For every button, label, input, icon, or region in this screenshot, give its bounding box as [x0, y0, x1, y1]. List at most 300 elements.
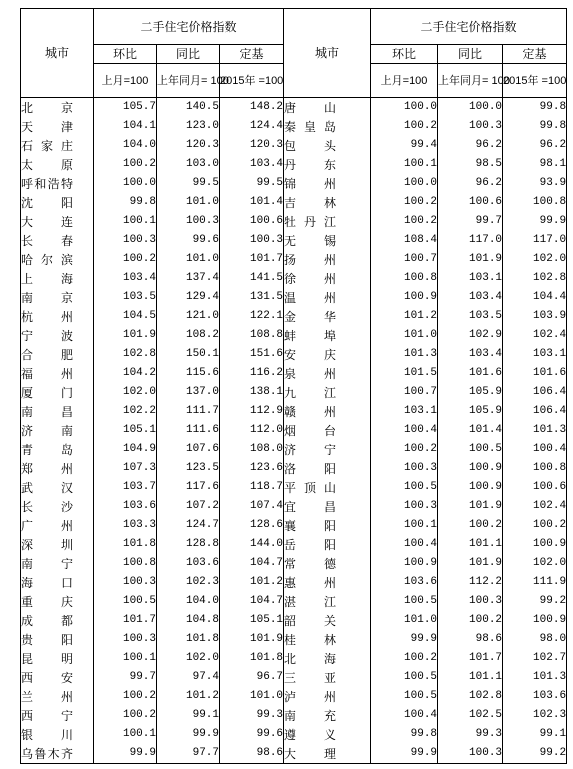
yoy-index: 128.8 — [157, 535, 220, 554]
mom-index: 100.0 — [371, 174, 438, 193]
yoy-index: 150.1 — [157, 345, 220, 364]
mom-index: 101.9 — [94, 326, 157, 345]
yoy-index: 102.3 — [157, 573, 220, 592]
city-name: 南昌 — [21, 405, 73, 419]
yoy-index: 108.2 — [157, 326, 220, 345]
yoy-index: 100.2 — [438, 516, 503, 535]
yoy-index: 99.3 — [438, 725, 503, 744]
fixed-base-index: 102.0 — [503, 250, 567, 269]
yoy-index: 105.9 — [438, 383, 503, 402]
city-name: 南京 — [21, 291, 73, 305]
mom-index: 100.3 — [371, 497, 438, 516]
yoy-index: 101.1 — [438, 535, 503, 554]
mom-index: 100.3 — [94, 573, 157, 592]
city-cell — [284, 345, 371, 364]
table-body — [21, 98, 567, 764]
fixed-base-index: 105.1 — [220, 611, 284, 630]
fixed-base-index: 101.2 — [220, 573, 284, 592]
mom-index: 100.2 — [371, 193, 438, 212]
city-cell — [21, 516, 94, 535]
table-row — [21, 706, 567, 725]
mom-column-header-right: 环比 — [371, 45, 438, 64]
fixed-base-index: 100.2 — [503, 516, 567, 535]
fixed-base-index: 101.7 — [220, 250, 284, 269]
mom-index: 101.2 — [371, 307, 438, 326]
city-name: 昆明 — [21, 652, 73, 666]
city-cell — [284, 668, 371, 687]
city-cell — [284, 611, 371, 630]
yoy-index: 107.2 — [157, 497, 220, 516]
mom-index: 100.5 — [371, 668, 438, 687]
fixed-base-index: 99.3 — [220, 706, 284, 725]
table-row — [21, 250, 567, 269]
yoy-index: 103.4 — [438, 288, 503, 307]
city-cell — [284, 269, 371, 288]
fixed-base-index: 98.1 — [503, 155, 567, 174]
yoy-index: 101.4 — [438, 421, 503, 440]
yoy-index: 99.7 — [438, 212, 503, 231]
city-cell — [21, 725, 94, 744]
mom-index: 100.3 — [94, 630, 157, 649]
yoy-index: 100.9 — [438, 478, 503, 497]
city-cell — [284, 592, 371, 611]
fixed-base-index: 101.3 — [503, 668, 567, 687]
city-cell — [21, 554, 94, 573]
fixed-base-index: 99.8 — [503, 98, 567, 118]
fixed-base-index: 108.0 — [220, 440, 284, 459]
mom-index: 99.8 — [371, 725, 438, 744]
city-cell — [284, 174, 371, 193]
yoy-index: 98.6 — [438, 630, 503, 649]
mom-index: 100.2 — [94, 687, 157, 706]
yoy-index: 96.2 — [438, 136, 503, 155]
mom-index: 102.8 — [94, 345, 157, 364]
table-row — [21, 535, 567, 554]
fixed-base-index: 100.6 — [220, 212, 284, 231]
city-name: 兰州 — [21, 690, 73, 704]
mom-index: 100.7 — [371, 250, 438, 269]
city-name: 武汉 — [21, 481, 73, 495]
mom-index: 100.2 — [371, 649, 438, 668]
mom-base-label-left: 上月=100 — [94, 64, 157, 98]
price-index-table — [20, 8, 567, 764]
mom-index: 100.1 — [94, 725, 157, 744]
fixed-base-index: 101.0 — [220, 687, 284, 706]
fixed-base-index: 107.4 — [220, 497, 284, 516]
fixed-base-index: 104.4 — [503, 288, 567, 307]
city-name: 长春 — [21, 234, 73, 248]
city-name: 南宁 — [21, 557, 73, 571]
fixed-base-index: 99.6 — [220, 725, 284, 744]
yoy-index: 101.7 — [438, 649, 503, 668]
yoy-index: 120.3 — [157, 136, 220, 155]
mom-index: 99.7 — [94, 668, 157, 687]
yoy-index: 100.9 — [438, 459, 503, 478]
yoy-index: 101.0 — [157, 250, 220, 269]
table-row — [21, 288, 567, 307]
city-cell — [284, 98, 371, 118]
fixed-base-column-header-right: 定基 — [503, 45, 567, 64]
fixed-base-index: 101.4 — [220, 193, 284, 212]
yoy-column-header-right: 同比 — [438, 45, 503, 64]
city-cell — [21, 326, 94, 345]
mom-index: 101.5 — [371, 364, 438, 383]
city-cell — [284, 250, 371, 269]
table-row — [21, 307, 567, 326]
city-cell — [21, 117, 94, 136]
city-name: 宜昌 — [284, 500, 337, 514]
fixed-base-index: 100.6 — [503, 478, 567, 497]
yoy-index: 104.8 — [157, 611, 220, 630]
fixed-base-index: 102.8 — [503, 269, 567, 288]
table-row — [21, 554, 567, 573]
mom-index: 100.4 — [371, 421, 438, 440]
table-row — [21, 117, 567, 136]
table-row — [21, 136, 567, 155]
mom-base-label-right: 上月=100 — [371, 64, 438, 98]
mom-index: 99.4 — [371, 136, 438, 155]
city-name: 韶关 — [284, 614, 337, 628]
yoy-index: 100.5 — [438, 440, 503, 459]
city-cell — [21, 193, 94, 212]
table-row — [21, 630, 567, 649]
city-name: 遵义 — [284, 728, 337, 742]
fixed-base-label-right: 2015年 =100 — [503, 64, 567, 98]
city-name: 常德 — [284, 557, 337, 571]
city-name: 唐山 — [284, 101, 337, 115]
city-name: 湛江 — [284, 595, 337, 609]
city-cell — [21, 288, 94, 307]
mom-index: 100.3 — [94, 231, 157, 250]
city-cell — [21, 478, 94, 497]
city-cell — [284, 212, 371, 231]
fixed-base-index: 103.6 — [503, 687, 567, 706]
mom-index: 99.9 — [94, 744, 157, 764]
mom-index: 100.5 — [371, 478, 438, 497]
city-name: 天津 — [21, 120, 73, 134]
yoy-index: 100.3 — [157, 212, 220, 231]
fixed-base-index: 99.9 — [503, 212, 567, 231]
table-row — [21, 345, 567, 364]
fixed-base-index: 108.8 — [220, 326, 284, 345]
mom-index: 100.9 — [371, 554, 438, 573]
city-cell — [21, 611, 94, 630]
table-row — [21, 744, 567, 764]
yoy-base-label-right: 上年同月= 100 — [438, 64, 503, 98]
fixed-base-index: 112.9 — [220, 402, 284, 421]
yoy-index: 99.5 — [157, 174, 220, 193]
fixed-base-index: 100.9 — [503, 535, 567, 554]
mom-index: 100.7 — [371, 383, 438, 402]
mom-index: 100.2 — [94, 706, 157, 725]
city-name: 长沙 — [21, 500, 73, 514]
table-row — [21, 98, 567, 118]
city-cell — [284, 497, 371, 516]
city-cell — [284, 630, 371, 649]
city-cell — [21, 212, 94, 231]
city-name: 南充 — [284, 709, 337, 723]
mom-index: 102.2 — [94, 402, 157, 421]
city-name: 大连 — [21, 215, 73, 229]
yoy-index: 111.7 — [157, 402, 220, 421]
yoy-index: 101.9 — [438, 554, 503, 573]
city-name: 石家庄 — [21, 139, 73, 153]
city-name: 泸州 — [284, 690, 337, 704]
city-name: 上海 — [21, 272, 73, 286]
city-name: 重庆 — [21, 595, 73, 609]
mom-index: 105.1 — [94, 421, 157, 440]
table-row — [21, 649, 567, 668]
city-name: 厦门 — [21, 386, 73, 400]
city-name: 广州 — [21, 519, 73, 533]
city-cell — [21, 136, 94, 155]
fixed-base-index: 116.2 — [220, 364, 284, 383]
city-cell — [21, 155, 94, 174]
yoy-index: 100.0 — [438, 98, 503, 118]
city-cell — [21, 440, 94, 459]
mom-index: 101.0 — [371, 326, 438, 345]
table-row — [21, 212, 567, 231]
mom-index: 99.8 — [94, 193, 157, 212]
yoy-index: 107.6 — [157, 440, 220, 459]
fixed-base-index: 120.3 — [220, 136, 284, 155]
fixed-base-index: 100.4 — [503, 440, 567, 459]
yoy-index: 102.9 — [438, 326, 503, 345]
city-cell — [284, 136, 371, 155]
city-name: 海口 — [21, 576, 73, 590]
mom-index: 100.2 — [94, 155, 157, 174]
fixed-base-index: 101.6 — [503, 364, 567, 383]
mom-index: 100.0 — [371, 98, 438, 118]
city-name: 银川 — [21, 728, 73, 742]
fixed-base-index: 103.4 — [220, 155, 284, 174]
fixed-base-index: 131.5 — [220, 288, 284, 307]
city-cell — [284, 725, 371, 744]
city-cell — [21, 383, 94, 402]
city-cell — [284, 554, 371, 573]
mom-index: 103.3 — [94, 516, 157, 535]
city-name: 无锡 — [284, 234, 337, 248]
city-cell — [21, 98, 94, 118]
yoy-index: 97.7 — [157, 744, 220, 764]
mom-index: 100.5 — [371, 687, 438, 706]
city-cell — [21, 174, 94, 193]
fixed-base-index: 106.4 — [503, 402, 567, 421]
fixed-base-index: 98.0 — [503, 630, 567, 649]
city-name: 沈阳 — [21, 196, 73, 210]
yoy-index: 101.2 — [157, 687, 220, 706]
yoy-index: 100.3 — [438, 117, 503, 136]
city-cell — [284, 573, 371, 592]
mom-index: 100.9 — [371, 288, 438, 307]
fixed-base-column-header-left: 定基 — [220, 45, 284, 64]
table-row — [21, 687, 567, 706]
mom-index: 101.3 — [371, 345, 438, 364]
yoy-index: 129.4 — [157, 288, 220, 307]
fixed-base-index: 102.7 — [503, 649, 567, 668]
city-name: 襄阳 — [284, 519, 337, 533]
city-name: 宁波 — [21, 329, 73, 343]
mom-index: 103.1 — [371, 402, 438, 421]
city-cell — [21, 364, 94, 383]
yoy-index: 121.0 — [157, 307, 220, 326]
city-name: 平顶山 — [284, 481, 337, 495]
mom-index: 100.0 — [94, 174, 157, 193]
fixed-base-index: 98.6 — [220, 744, 284, 764]
city-name: 西安 — [21, 671, 73, 685]
city-name: 岳阳 — [284, 538, 337, 552]
yoy-index: 140.5 — [157, 98, 220, 118]
mom-index: 104.1 — [94, 117, 157, 136]
city-name: 泉州 — [284, 367, 337, 381]
yoy-index: 100.3 — [438, 744, 503, 764]
fixed-base-index: 144.0 — [220, 535, 284, 554]
yoy-index: 100.6 — [438, 193, 503, 212]
city-name: 秦皇岛 — [284, 120, 337, 134]
fixed-base-index: 100.8 — [503, 459, 567, 478]
table-row — [21, 478, 567, 497]
city-cell — [21, 535, 94, 554]
yoy-index: 101.8 — [157, 630, 220, 649]
fixed-base-index: 101.8 — [220, 649, 284, 668]
fixed-base-index: 102.3 — [503, 706, 567, 725]
yoy-index: 117.0 — [438, 231, 503, 250]
mom-index: 101.8 — [94, 535, 157, 554]
city-name: 桂林 — [284, 633, 337, 647]
yoy-index: 102.8 — [438, 687, 503, 706]
index-group-header-right: 二手住宅价格指数 — [371, 9, 567, 45]
mom-index: 100.1 — [371, 516, 438, 535]
fixed-base-index: 99.2 — [503, 592, 567, 611]
city-cell — [284, 288, 371, 307]
yoy-index: 99.9 — [157, 725, 220, 744]
table-row — [21, 155, 567, 174]
mom-index: 104.2 — [94, 364, 157, 383]
mom-index: 100.3 — [371, 459, 438, 478]
yoy-index: 117.6 — [157, 478, 220, 497]
city-cell — [284, 459, 371, 478]
city-name: 杭州 — [21, 310, 73, 324]
fixed-base-index: 148.2 — [220, 98, 284, 118]
fixed-base-index: 93.9 — [503, 174, 567, 193]
city-name: 北海 — [284, 652, 337, 666]
mom-index: 103.7 — [94, 478, 157, 497]
city-cell — [21, 668, 94, 687]
city-cell — [21, 649, 94, 668]
city-cell — [284, 649, 371, 668]
yoy-index: 103.5 — [438, 307, 503, 326]
mom-index: 100.2 — [371, 440, 438, 459]
city-cell — [284, 535, 371, 554]
mom-index: 105.7 — [94, 98, 157, 118]
fixed-base-index: 111.9 — [503, 573, 567, 592]
mom-index: 100.1 — [371, 155, 438, 174]
table-row — [21, 459, 567, 478]
table-row — [21, 326, 567, 345]
city-name: 合肥 — [21, 348, 73, 362]
yoy-index: 104.0 — [157, 592, 220, 611]
yoy-index: 123.5 — [157, 459, 220, 478]
city-name: 吉林 — [284, 196, 337, 210]
fixed-base-index: 104.7 — [220, 592, 284, 611]
mom-index: 100.2 — [94, 250, 157, 269]
city-cell — [284, 687, 371, 706]
fixed-base-index: 96.7 — [220, 668, 284, 687]
city-cell — [284, 744, 371, 764]
city-cell — [21, 706, 94, 725]
yoy-index: 97.4 — [157, 668, 220, 687]
fixed-base-index: 103.1 — [503, 345, 567, 364]
city-column-header-left: 城市 — [21, 9, 94, 98]
fixed-base-label-left: 2015年 =100 — [220, 64, 284, 98]
mom-index: 107.3 — [94, 459, 157, 478]
table-row — [21, 497, 567, 516]
city-name: 三亚 — [284, 671, 337, 685]
table-row — [21, 592, 567, 611]
city-cell — [21, 573, 94, 592]
city-name: 惠州 — [284, 576, 337, 590]
city-cell — [284, 440, 371, 459]
fixed-base-index: 138.1 — [220, 383, 284, 402]
mom-column-header-left: 环比 — [94, 45, 157, 64]
city-name: 呼和浩特 — [21, 177, 73, 191]
city-cell — [284, 155, 371, 174]
city-cell — [21, 630, 94, 649]
mom-index: 100.4 — [371, 535, 438, 554]
table-row — [21, 193, 567, 212]
city-name: 徐州 — [284, 272, 337, 286]
fixed-base-index: 122.1 — [220, 307, 284, 326]
mom-index: 103.6 — [371, 573, 438, 592]
mom-index: 100.2 — [371, 212, 438, 231]
yoy-column-header-left: 同比 — [157, 45, 220, 64]
city-name: 九江 — [284, 386, 337, 400]
city-cell — [21, 459, 94, 478]
city-name: 西宁 — [21, 709, 73, 723]
city-name: 成都 — [21, 614, 73, 628]
table-row — [21, 174, 567, 193]
yoy-index: 101.9 — [438, 497, 503, 516]
mom-index: 100.4 — [371, 706, 438, 725]
fixed-base-index: 118.7 — [220, 478, 284, 497]
table-row — [21, 383, 567, 402]
table-row — [21, 611, 567, 630]
city-cell — [284, 421, 371, 440]
city-cell — [21, 687, 94, 706]
city-cell — [284, 364, 371, 383]
yoy-index: 137.0 — [157, 383, 220, 402]
city-cell — [21, 231, 94, 250]
mom-index: 100.1 — [94, 212, 157, 231]
table-row — [21, 440, 567, 459]
city-name: 贵阳 — [21, 633, 73, 647]
yoy-index: 105.9 — [438, 402, 503, 421]
city-name: 济南 — [21, 424, 73, 438]
fixed-base-index: 101.9 — [220, 630, 284, 649]
mom-index: 101.0 — [371, 611, 438, 630]
city-cell — [284, 117, 371, 136]
mom-index: 103.4 — [94, 269, 157, 288]
city-name: 金华 — [284, 310, 337, 324]
fixed-base-index: 141.5 — [220, 269, 284, 288]
city-cell — [284, 402, 371, 421]
fixed-base-index: 101.3 — [503, 421, 567, 440]
table-row — [21, 402, 567, 421]
mom-index: 104.5 — [94, 307, 157, 326]
yoy-index: 98.5 — [438, 155, 503, 174]
city-cell — [284, 383, 371, 402]
city-name: 包头 — [284, 139, 337, 153]
